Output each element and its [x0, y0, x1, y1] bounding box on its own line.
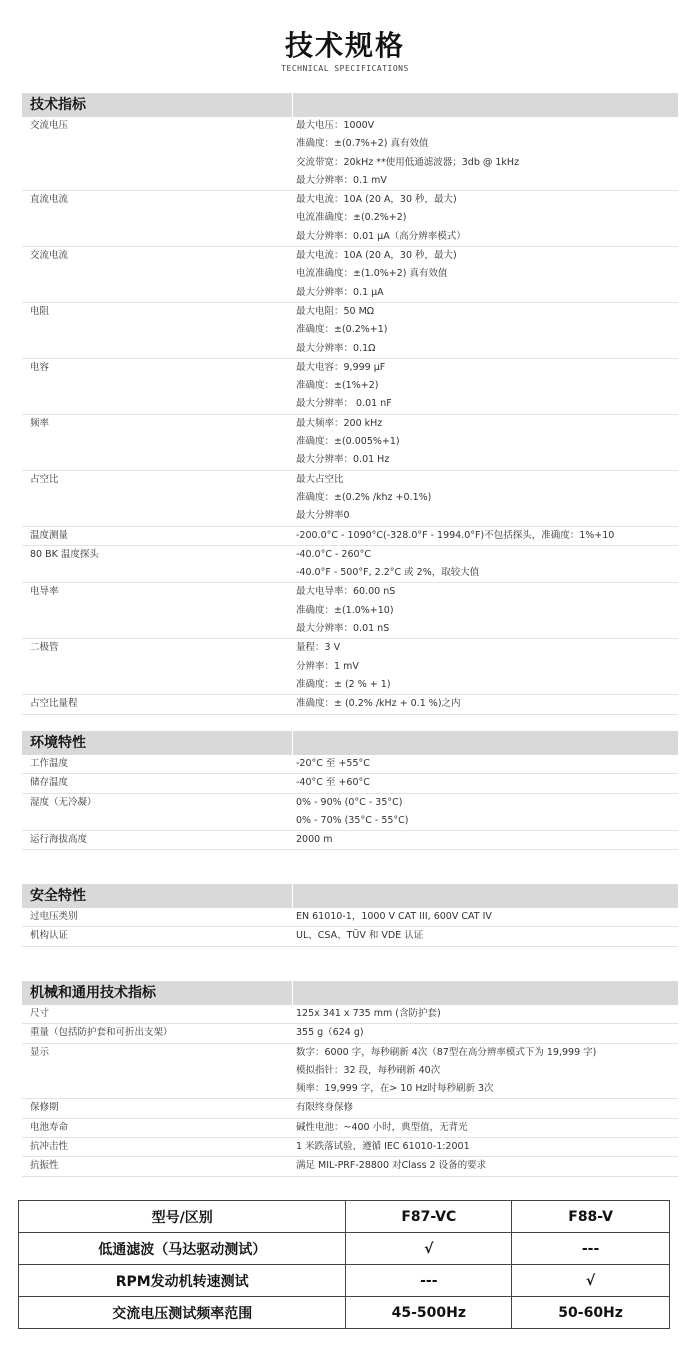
spec-value: 最大分辨率：0.01 Hz — [296, 454, 390, 466]
spec-key-cell — [22, 1157, 292, 1175]
spec-value: -40.0°F - 500°F, 2.2°C 或 2%，取较大值 — [296, 567, 480, 579]
spec-key: 湿度（无冷凝） — [30, 796, 97, 808]
spec-row — [22, 247, 678, 303]
spec-value: 准确度：± (0.2% /kHz + 0.1 %)之内 — [296, 698, 461, 710]
spec-value: 频率：19,999 字，在> 10 Hz时每秒刷新 3次 — [296, 1083, 494, 1095]
spec-value-cell — [292, 794, 678, 831]
spec-key: 频率 — [30, 417, 50, 429]
spec-key-cell — [22, 794, 292, 831]
spec-key-cell — [22, 1099, 292, 1117]
spec-key: 温度测量 — [30, 529, 69, 541]
spec-row — [22, 639, 678, 695]
spec-value: 最大频率：200 kHz — [296, 417, 383, 429]
spec-value: EN 61010-1，1000 V CAT III, 600V CAT IV — [296, 911, 492, 922]
spec-value-cell — [292, 1044, 678, 1099]
spec-value: 最大分辨率：0.01 nS — [296, 623, 390, 635]
spec-value: 分辨率：1 mV — [296, 660, 359, 672]
spec-value: 0% - 70% (35°C - 55°C) — [296, 814, 409, 826]
comparison-header-row — [19, 1201, 670, 1233]
spec-row — [22, 415, 678, 471]
spec-row — [22, 755, 678, 774]
spec-value-cell — [292, 191, 678, 246]
comparison-cell: 交流电压测试频率范围 — [19, 1297, 346, 1329]
spec-value-cell — [292, 774, 678, 792]
comparison-header-cell: F87-VC — [346, 1201, 512, 1233]
spec-value: 最大分辨率： 0.01 nF — [296, 398, 392, 410]
comparison-cell: √ — [512, 1265, 670, 1297]
spec-key: 尺寸 — [30, 1008, 50, 1019]
spec-value: 数字：6000 字，每秒刷新 4次（87型在高分辨率模式下为 19,999 字) — [296, 1046, 597, 1058]
spec-value: 交流带宽：20kHz **使用低通滤波器；3db @ 1kHz — [296, 156, 520, 168]
spec-key: 电导率 — [30, 586, 59, 598]
spec-key-cell — [22, 583, 292, 638]
comparison-row — [19, 1297, 670, 1329]
section-header — [22, 93, 678, 117]
spec-value: 最大电导率：60.00 nS — [296, 586, 396, 598]
spec-value-cell — [292, 1119, 678, 1137]
spec-value: 最大电阻：50 MΩ — [296, 305, 375, 317]
spec-value: 准确度：±(1.0%+10) — [296, 604, 394, 616]
spec-key-cell — [22, 1138, 292, 1156]
section-header — [22, 731, 678, 755]
spec-value: 1 米跌落试验，遵循 IEC 61010-1:2001 — [296, 1141, 470, 1153]
spec-value: 最大电流：10A (20 A，30 秒，最大) — [296, 250, 457, 262]
spec-key-cell — [22, 695, 292, 713]
spec-value-cell — [292, 527, 678, 545]
section-safety — [22, 884, 678, 947]
comparison-row — [19, 1265, 670, 1297]
comparison-cell: √ — [346, 1233, 512, 1265]
page-title: 技术规格 — [284, 29, 405, 62]
page-subtitle: TECHNICAL SPECIFICATIONS — [281, 64, 409, 73]
spec-value: 电流准确度：±(1.0%+2) 真有效值 — [296, 268, 448, 280]
comparison-cell: RPM发动机转速测试 — [19, 1265, 346, 1297]
comparison-cell: 低通滤波（马达驱动测试） — [19, 1233, 346, 1265]
spec-row — [22, 794, 678, 832]
comparison-cell: --- — [346, 1265, 512, 1297]
spec-key-cell — [22, 774, 292, 792]
spec-key-cell — [22, 927, 292, 945]
spec-value: 准确度：±(0.7%+2) 真有效值 — [296, 138, 429, 150]
spec-key-cell — [22, 755, 292, 773]
comparison-cell: --- — [512, 1233, 670, 1265]
spec-key: 直流电流 — [30, 194, 69, 206]
spec-row — [22, 831, 678, 850]
spec-value: 准确度：± (2 % + 1) — [296, 678, 391, 690]
spec-row — [22, 1044, 678, 1100]
comparison-row — [19, 1233, 670, 1265]
spec-value: 125x 341 x 735 mm (含防护套) — [296, 1008, 441, 1019]
section-header — [22, 981, 678, 1005]
spec-row — [22, 774, 678, 793]
spec-value: 0% - 90% (0°C - 35°C) — [296, 796, 403, 808]
spec-value: 电流准确度：±(0.2%+2) — [296, 212, 407, 224]
spec-key-cell — [22, 546, 292, 583]
spec-value: -40°C 至 +60°C — [296, 777, 370, 789]
spec-key: 过电压类别 — [30, 911, 78, 922]
section-header-fill — [292, 981, 678, 1005]
spec-key: 机构认证 — [30, 930, 69, 942]
spec-value: 模拟指针：32 段，每秒刷新 40次 — [296, 1064, 441, 1076]
spec-row — [22, 546, 678, 584]
spec-value: 最大分辨率：0.1Ω — [296, 342, 376, 354]
spec-row — [22, 471, 678, 527]
spec-value: 最大电压：1000V — [296, 120, 375, 131]
spec-value-cell — [292, 1024, 678, 1042]
spec-value-cell — [292, 1157, 678, 1175]
spec-value-cell — [292, 1099, 678, 1117]
spec-key: 保修期 — [30, 1102, 59, 1114]
spec-row — [22, 908, 678, 927]
spec-key: 二极管 — [30, 642, 59, 654]
spec-row — [22, 359, 678, 415]
section-header-fill — [292, 731, 678, 755]
section-title: 机械和通用技术指标 — [30, 985, 156, 1001]
spec-value: 准确度：±(1%+2) — [296, 380, 379, 392]
spec-row — [22, 1005, 678, 1024]
spec-key-cell — [22, 527, 292, 545]
spec-row — [22, 1138, 678, 1157]
spec-key: 交流电流 — [30, 250, 69, 262]
spec-key-cell — [22, 191, 292, 246]
spec-value: 最大占空比 — [296, 473, 344, 485]
spec-value-cell — [292, 583, 678, 638]
spec-row — [22, 303, 678, 359]
spec-value: -40.0°C - 260°C — [296, 548, 371, 560]
spec-value-cell — [292, 695, 678, 713]
section-mechanical — [22, 981, 678, 1177]
spec-key-cell — [22, 359, 292, 414]
section-title: 安全特性 — [30, 888, 86, 904]
spec-key: 显示 — [30, 1046, 50, 1058]
spec-value-cell — [292, 908, 678, 926]
model-comparison-table — [18, 1200, 670, 1329]
spec-row — [22, 527, 678, 546]
spec-key: 电阻 — [30, 305, 50, 317]
spec-key: 交流电压 — [30, 120, 69, 131]
spec-value: 最大分辨率：0.01 µA（高分辨率模式） — [296, 230, 466, 242]
section-environment — [22, 731, 678, 850]
spec-value: UL、CSA、TÜV 和 VDE 认证 — [296, 930, 424, 942]
spec-key: 占空比量程 — [30, 698, 78, 710]
spec-value: -200.0°C - 1090°C(-328.0°F - 1994.0°F)不包括探头，准确度：1%+10 — [296, 529, 615, 541]
spec-key: 工作温度 — [30, 758, 69, 769]
spec-value-cell — [292, 546, 678, 583]
spec-key-cell — [22, 1005, 292, 1023]
spec-value-cell — [292, 755, 678, 773]
spec-key-cell — [22, 303, 292, 358]
spec-row — [22, 117, 678, 191]
spec-key: 抗振性 — [30, 1160, 59, 1172]
spec-value: 量程：3 V — [296, 642, 341, 654]
section-header — [22, 884, 678, 908]
spec-value-cell — [292, 831, 678, 849]
spec-key: 占空比 — [30, 473, 59, 485]
spec-row — [22, 1157, 678, 1176]
spec-value: 2000 m — [296, 834, 333, 846]
section-header-fill — [292, 93, 678, 117]
spec-key-cell — [22, 1024, 292, 1042]
spec-row — [22, 583, 678, 639]
spec-value: 准确度：±(0.2% /khz +0.1%) — [296, 491, 432, 503]
comparison-header-cell: F88-V — [512, 1201, 670, 1233]
spec-value: 碱性电池：~400 小时，典型值，无背光 — [296, 1121, 468, 1133]
spec-value-cell — [292, 303, 678, 358]
spec-value: 最大电容：9,999 µF — [296, 361, 386, 373]
spec-key: 抗冲击性 — [30, 1141, 69, 1153]
spec-key-cell — [22, 1044, 292, 1099]
spec-key: 运行海拔高度 — [30, 834, 88, 846]
spec-key-cell — [22, 117, 292, 190]
spec-value: 有限终身保修 — [296, 1102, 354, 1114]
spec-key: 电池寿命 — [30, 1121, 69, 1133]
spec-value: 最大分辨率：0.1 µA — [296, 286, 384, 298]
spec-key-cell — [22, 1119, 292, 1137]
spec-row — [22, 1119, 678, 1138]
spec-row — [22, 191, 678, 247]
spec-row — [22, 1099, 678, 1118]
spec-value-cell — [292, 247, 678, 302]
spec-row — [22, 1024, 678, 1043]
spec-value-cell — [292, 117, 678, 190]
spec-row — [22, 695, 678, 714]
spec-value-cell — [292, 927, 678, 945]
spec-key-cell — [22, 639, 292, 694]
spec-key-cell — [22, 471, 292, 526]
spec-key-cell — [22, 908, 292, 926]
spec-value: 满足 MIL-PRF-28800 对Class 2 设备的要求 — [296, 1160, 487, 1172]
comparison-header-cell: 型号/区别 — [19, 1201, 346, 1233]
spec-key: 储存温度 — [30, 777, 69, 789]
spec-key: 重量（包括防护套和可折出支架） — [30, 1027, 173, 1039]
spec-value: 最大电流：10A (20 A，30 秒，最大) — [296, 194, 457, 206]
spec-key-cell — [22, 247, 292, 302]
spec-row — [22, 927, 678, 946]
section-header-fill — [292, 884, 678, 908]
spec-value-cell — [292, 1005, 678, 1023]
spec-value-cell — [292, 359, 678, 414]
spec-value: 准确度：±(0.005%+1) — [296, 436, 400, 448]
spec-value-cell — [292, 415, 678, 470]
spec-key: 电容 — [30, 361, 50, 373]
section-title: 技术指标 — [30, 97, 86, 113]
spec-value-cell — [292, 639, 678, 694]
spec-value: -20°C 至 +55°C — [296, 758, 370, 769]
spec-key-cell — [22, 415, 292, 470]
section-tech-specs — [22, 93, 678, 715]
spec-key: 80 BK 温度探头 — [30, 548, 99, 560]
spec-key-cell — [22, 831, 292, 849]
spec-value-cell — [292, 471, 678, 526]
spec-value-cell — [292, 1138, 678, 1156]
comparison-cell: 50-60Hz — [512, 1297, 670, 1329]
spec-value: 355 g（624 g) — [296, 1027, 364, 1039]
spec-value: 最大分辨率0 — [296, 510, 350, 522]
spec-value: 最大分辨率：0.1 mV — [296, 174, 387, 186]
comparison-cell: 45-500Hz — [346, 1297, 512, 1329]
spec-value: 准确度：±(0.2%+1) — [296, 324, 388, 336]
section-title: 环境特性 — [30, 735, 86, 751]
